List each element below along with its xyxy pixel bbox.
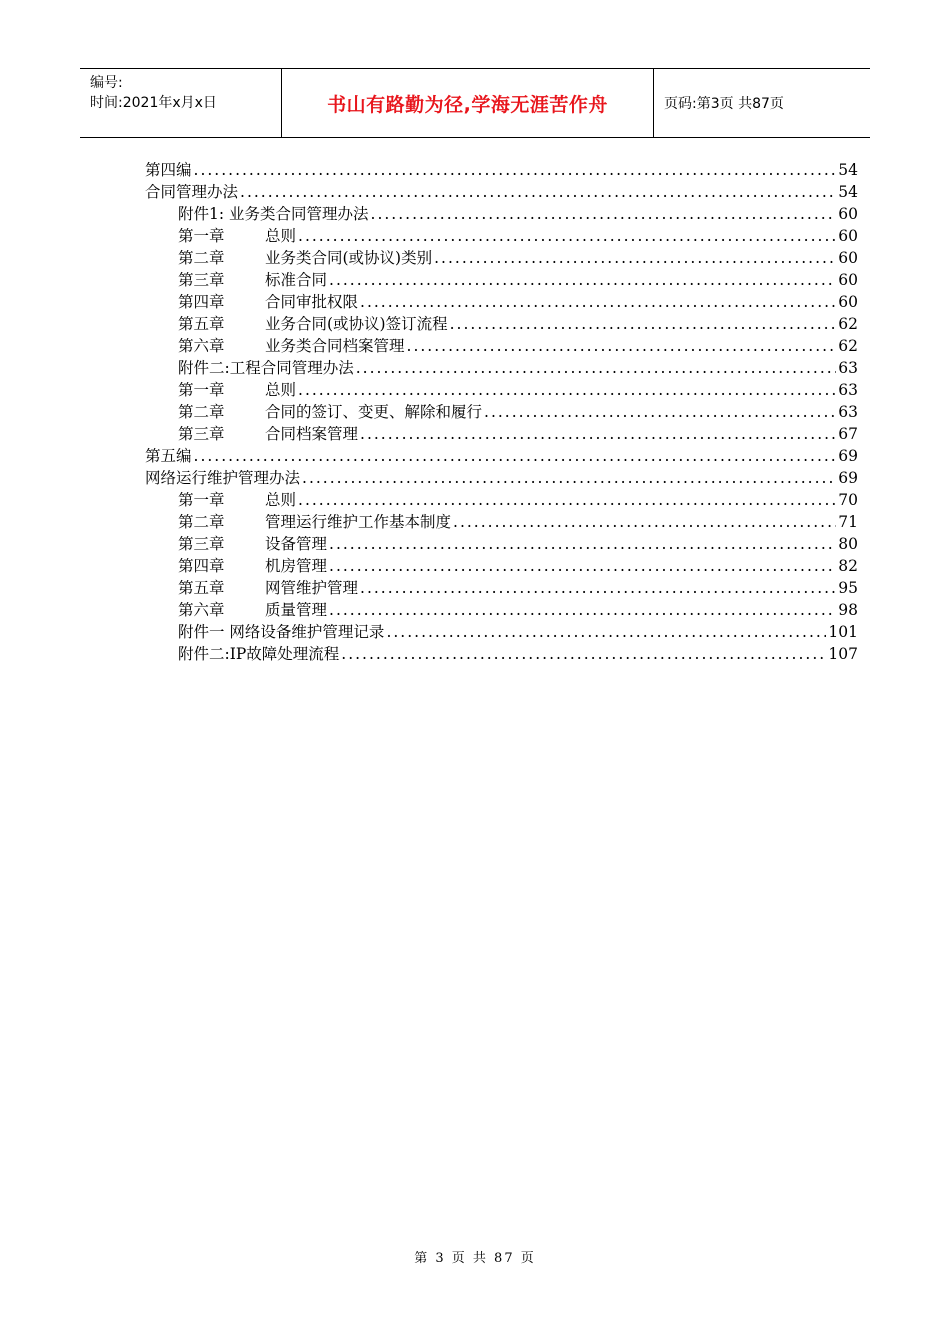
toc-page-number: 63 bbox=[838, 403, 858, 421]
toc-dot-leader bbox=[302, 469, 836, 487]
toc-page-number: 54 bbox=[838, 161, 858, 179]
toc-entry[interactable] bbox=[145, 202, 858, 224]
toc-entry[interactable] bbox=[145, 576, 858, 598]
toc-entry-title-group bbox=[178, 378, 296, 400]
toc-entry[interactable] bbox=[145, 246, 858, 268]
toc-page-number: 82 bbox=[838, 557, 858, 575]
toc-chapter-number: 第五章 bbox=[178, 315, 225, 333]
toc-dot-leader bbox=[329, 557, 836, 575]
toc-page-number: 60 bbox=[838, 205, 858, 223]
toc-page-number: 98 bbox=[838, 601, 858, 619]
toc-dot-leader bbox=[194, 447, 837, 465]
toc-dot-leader bbox=[298, 381, 836, 399]
toc-page-number: 101 bbox=[828, 623, 858, 641]
toc-entry-title: 总则 bbox=[265, 381, 297, 399]
toc-entry-title-group bbox=[178, 246, 432, 268]
toc-page-number: 60 bbox=[838, 293, 858, 311]
toc-entry-title-group bbox=[145, 444, 192, 466]
toc-entry-title: 附件1: 业务类合同管理办法 bbox=[178, 205, 369, 223]
toc-page-number: 60 bbox=[838, 249, 858, 267]
toc-entry-title: 合同的签订、变更、解除和履行 bbox=[265, 403, 483, 421]
toc-entry-title: 业务类合同(或协议)类别 bbox=[265, 249, 433, 267]
toc-entry[interactable] bbox=[145, 158, 858, 180]
toc-entry-title-group bbox=[178, 422, 358, 444]
toc-entry-title-group bbox=[178, 598, 327, 620]
toc-entry-title-group bbox=[145, 466, 300, 488]
toc-entry-title: 标准合同 bbox=[265, 271, 328, 289]
toc-chapter-number: 第三章 bbox=[178, 535, 225, 553]
toc-chapter-number: 第一章 bbox=[178, 491, 225, 509]
toc-entry-title: 业务合同(或协议)签订流程 bbox=[265, 315, 448, 333]
toc-entry[interactable] bbox=[145, 444, 858, 466]
toc-entry[interactable] bbox=[145, 554, 858, 576]
toc-chapter-number: 第四章 bbox=[178, 293, 225, 311]
toc-entry-title-group bbox=[178, 554, 327, 576]
toc-page-number: 63 bbox=[838, 381, 858, 399]
toc-page-number: 67 bbox=[838, 425, 858, 443]
document-number-label: 编号: bbox=[90, 75, 123, 91]
toc-dot-leader bbox=[298, 227, 836, 245]
toc-entry-title: 合同管理办法 bbox=[145, 183, 239, 201]
toc-entry[interactable] bbox=[145, 598, 858, 620]
toc-entry-title: 附件一 网络设备维护管理记录 bbox=[178, 623, 385, 641]
toc-page-number: 107 bbox=[828, 645, 858, 663]
toc-page-number: 69 bbox=[838, 447, 858, 465]
toc-entry[interactable] bbox=[145, 642, 858, 664]
toc-page-number: 62 bbox=[838, 315, 858, 333]
toc-chapter-number: 第二章 bbox=[178, 249, 225, 267]
toc-entry[interactable] bbox=[145, 510, 858, 532]
toc-entry-title: 总则 bbox=[265, 227, 297, 245]
toc-entry[interactable] bbox=[145, 356, 858, 378]
toc-entry-title: 质量管理 bbox=[265, 601, 328, 619]
toc-entry[interactable] bbox=[145, 224, 858, 246]
toc-page-number: 62 bbox=[838, 337, 858, 355]
toc-dot-leader bbox=[298, 491, 836, 509]
toc-entry-title: 设备管理 bbox=[265, 535, 328, 553]
toc-page-number: 60 bbox=[838, 227, 858, 245]
toc-dot-leader bbox=[240, 183, 836, 201]
toc-entry-title: 网络运行维护管理办法 bbox=[145, 469, 301, 487]
toc-entry-title: 网管维护管理 bbox=[265, 579, 359, 597]
page-footer: 第 3 页 共 87 页 bbox=[414, 1251, 536, 1266]
toc-dot-leader bbox=[407, 337, 837, 355]
toc-dot-leader bbox=[329, 271, 836, 289]
toc-entry-title-group bbox=[178, 202, 369, 224]
toc-entry-title: 合同审批权限 bbox=[265, 293, 359, 311]
toc-entry-title-group bbox=[178, 334, 405, 356]
toc-page-number: 60 bbox=[838, 271, 858, 289]
toc-page-number: 54 bbox=[838, 183, 858, 201]
toc-dot-leader bbox=[360, 293, 836, 311]
toc-entry[interactable] bbox=[145, 312, 858, 334]
toc-entry-title: 机房管理 bbox=[265, 557, 328, 575]
toc-dot-leader bbox=[434, 249, 836, 267]
toc-entry-title: 管理运行维护工作基本制度 bbox=[265, 513, 452, 531]
toc-entry[interactable] bbox=[145, 290, 858, 312]
toc-entry[interactable] bbox=[145, 378, 858, 400]
toc-chapter-number: 第一章 bbox=[178, 381, 225, 399]
toc-dot-leader bbox=[484, 403, 836, 421]
toc-entry-title: 合同档案管理 bbox=[265, 425, 359, 443]
toc-entry[interactable] bbox=[145, 400, 858, 422]
toc-entry-title-group bbox=[178, 488, 296, 510]
toc-entry-title-group bbox=[145, 180, 238, 202]
toc-page-number: 80 bbox=[838, 535, 858, 553]
toc-entry-title-group bbox=[178, 400, 482, 422]
toc-dot-leader bbox=[453, 513, 836, 531]
toc-entry[interactable] bbox=[145, 466, 858, 488]
toc-chapter-number: 第二章 bbox=[178, 403, 225, 421]
toc-entry-title-group bbox=[178, 510, 451, 532]
toc-dot-leader bbox=[329, 601, 836, 619]
toc-entry-title-group bbox=[178, 356, 354, 378]
header-meta bbox=[80, 69, 282, 137]
toc-dot-leader bbox=[194, 161, 837, 179]
document-date: 时间:2021年x月x日 bbox=[90, 95, 217, 111]
toc-entry[interactable] bbox=[145, 422, 858, 444]
toc-entry-title: 业务类合同档案管理 bbox=[265, 337, 405, 355]
toc-entry-title: 第四编 bbox=[145, 161, 192, 179]
toc-entry-title: 附件二:工程合同管理办法 bbox=[178, 359, 354, 377]
toc-entry[interactable] bbox=[145, 488, 858, 510]
toc-entry-title-group bbox=[178, 290, 358, 312]
toc-dot-leader bbox=[386, 623, 826, 641]
toc-entry-title: 附件二:IP故障处理流程 bbox=[178, 645, 340, 663]
toc-entry[interactable] bbox=[145, 620, 858, 642]
toc-chapter-number: 第四章 bbox=[178, 557, 225, 575]
toc-entry-title-group bbox=[178, 268, 327, 290]
toc-chapter-number: 第三章 bbox=[178, 425, 225, 443]
toc-page-number: 95 bbox=[838, 579, 858, 597]
toc-chapter-number: 第五章 bbox=[178, 579, 225, 597]
toc-chapter-number: 第六章 bbox=[178, 337, 225, 355]
page-header bbox=[80, 68, 870, 138]
toc-chapter-number: 第二章 bbox=[178, 513, 225, 531]
toc-dot-leader bbox=[450, 315, 837, 333]
toc-page-number: 63 bbox=[838, 359, 858, 377]
toc-entry[interactable] bbox=[145, 334, 858, 356]
toc-entry-title-group bbox=[178, 312, 448, 334]
toc-entry-title-group bbox=[178, 620, 384, 642]
toc-chapter-number: 第三章 bbox=[178, 271, 225, 289]
toc-chapter-number: 第一章 bbox=[178, 227, 225, 245]
toc-entry[interactable] bbox=[145, 532, 858, 554]
toc-entry-title-group bbox=[178, 224, 296, 246]
toc-entry-title-group bbox=[178, 576, 358, 598]
toc-dot-leader bbox=[356, 359, 837, 377]
toc-page-number: 71 bbox=[838, 513, 858, 531]
toc-page-number: 70 bbox=[838, 491, 858, 509]
toc-dot-leader bbox=[329, 535, 836, 553]
toc-entry-title-group bbox=[178, 642, 339, 664]
table-of-contents bbox=[145, 158, 858, 664]
toc-entry[interactable] bbox=[145, 180, 858, 202]
toc-dot-leader bbox=[341, 645, 826, 663]
toc-entry-title: 总则 bbox=[265, 491, 297, 509]
toc-entry-title-group bbox=[145, 158, 192, 180]
toc-dot-leader bbox=[360, 579, 836, 597]
header-motto: 书山有路勤为径,学海无涯苦作舟 bbox=[282, 69, 654, 137]
toc-entry-title: 第五编 bbox=[145, 447, 192, 465]
toc-chapter-number: 第六章 bbox=[178, 601, 225, 619]
header-page-info: 页码:第3页 共87页 bbox=[664, 96, 784, 112]
toc-entry-title-group bbox=[178, 532, 327, 554]
toc-dot-leader bbox=[360, 425, 836, 443]
toc-page-number: 69 bbox=[838, 469, 858, 487]
toc-dot-leader bbox=[371, 205, 837, 223]
toc-entry[interactable] bbox=[145, 268, 858, 290]
